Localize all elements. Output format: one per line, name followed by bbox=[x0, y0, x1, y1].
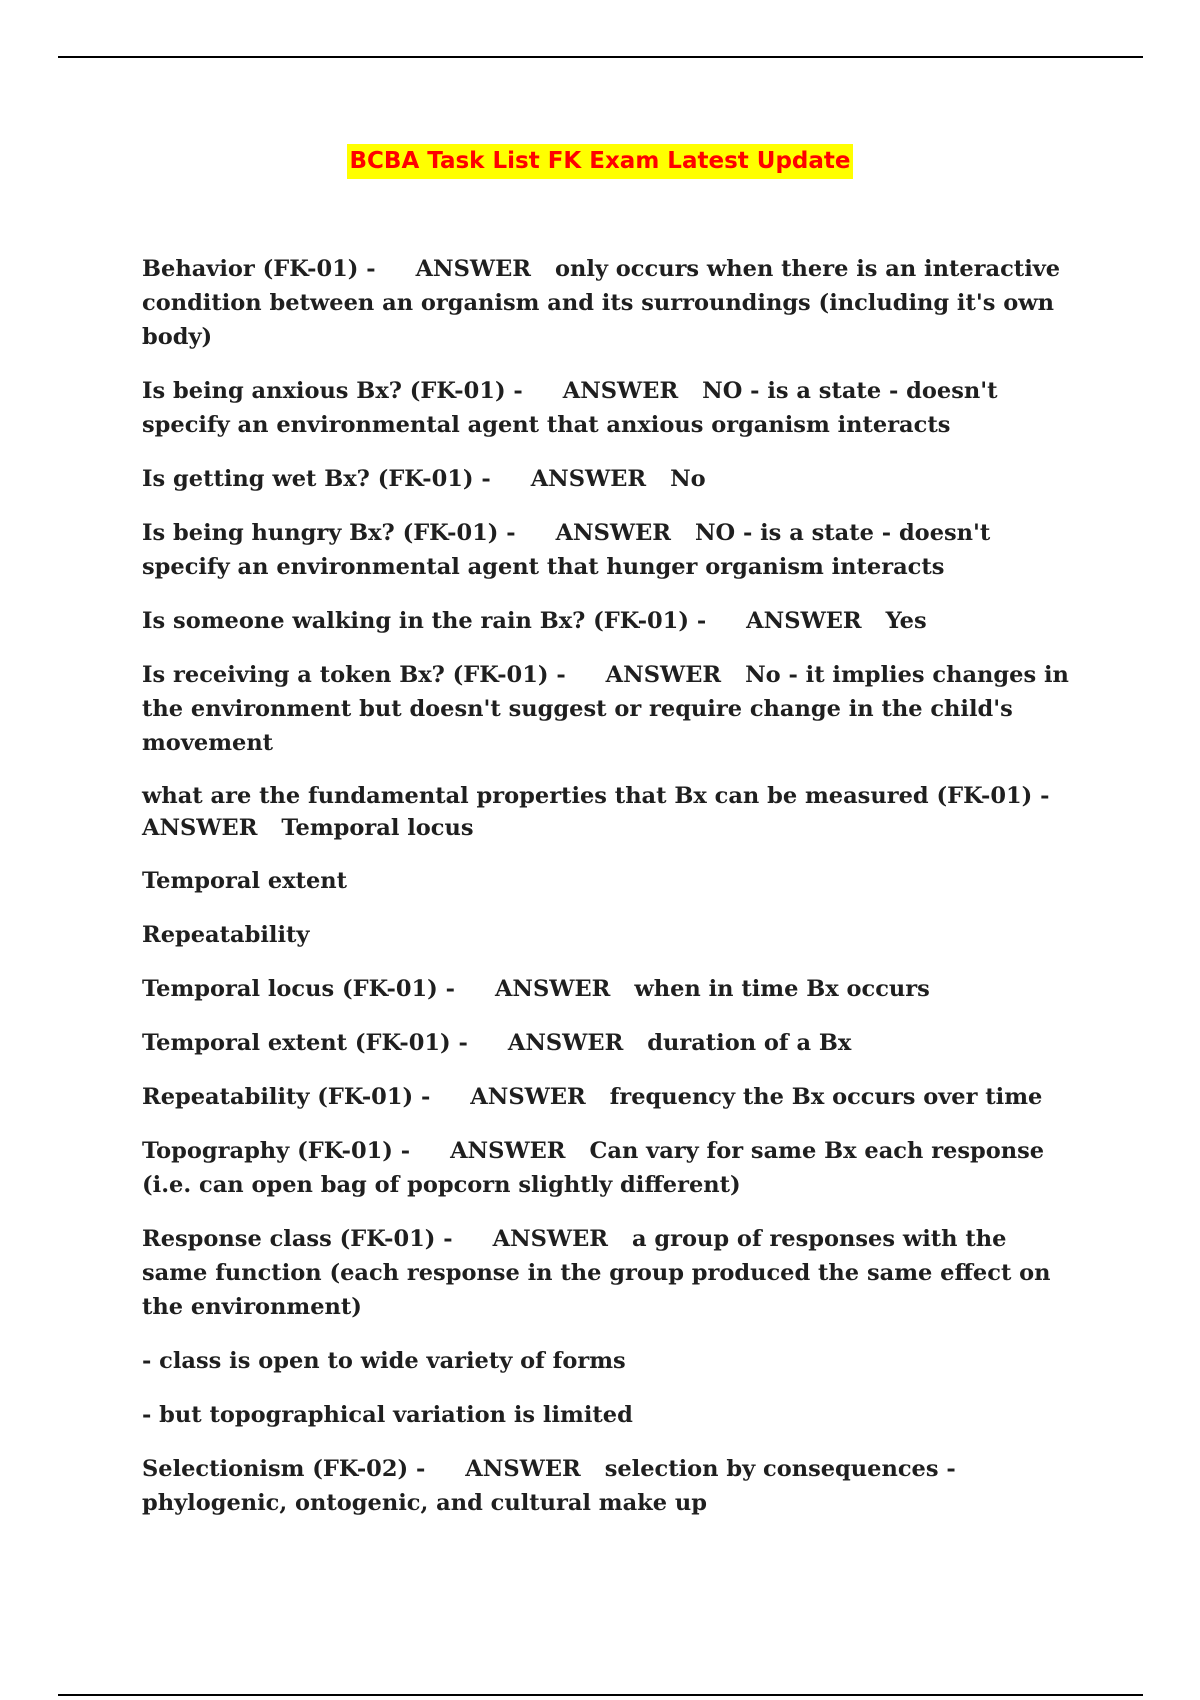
header-rule bbox=[58, 56, 1143, 58]
answer-label: ANSWER bbox=[492, 1226, 608, 1252]
qa-entry bbox=[142, 516, 1077, 584]
answer-label: ANSWER bbox=[142, 815, 258, 841]
answer-text: duration of a Bx bbox=[647, 1030, 852, 1056]
answer-label: ANSWER bbox=[507, 1030, 624, 1056]
question: Is getting wet Bx? (FK-01) - bbox=[142, 466, 491, 492]
qa-entry bbox=[142, 1026, 1077, 1060]
question: Temporal locus (FK-01) - bbox=[142, 976, 455, 1002]
question: Is someone walking in the rain Bx? (FK-01) - bbox=[142, 608, 707, 634]
question: Response class (FK-01) - bbox=[142, 1226, 453, 1252]
answer-text: when in time Bx occurs bbox=[634, 976, 930, 1002]
qa-entry bbox=[142, 780, 1077, 844]
qa-entry bbox=[142, 658, 1077, 760]
qa-entry bbox=[142, 374, 1077, 442]
document-title: BCBA Task List FK Exam Latest Update bbox=[347, 144, 854, 179]
answer-text: selection by consequences - phylogenic, ontogenic, and cultural make up bbox=[142, 1456, 956, 1516]
answer-label: ANSWER bbox=[530, 466, 647, 492]
question: Is being hungry Bx? (FK-01) - bbox=[142, 520, 516, 546]
question: what are the fundamental properties that Bx can be measured (FK-01) - bbox=[142, 783, 1050, 809]
text-line bbox=[142, 1398, 1077, 1432]
answer-label: ANSWER bbox=[555, 520, 671, 546]
qa-entry bbox=[142, 1134, 1077, 1202]
qa-entry bbox=[142, 1080, 1077, 1114]
answer-text: NO - is a state - doesn't specify an environmental agent that anxious organism interacts bbox=[142, 378, 998, 438]
answer-text: Temporal locus bbox=[281, 815, 474, 841]
line-text: Temporal extent bbox=[142, 868, 348, 894]
question: Selectionism (FK-02) - bbox=[142, 1456, 426, 1482]
question: Is receiving a token Bx? (FK-01) - bbox=[142, 662, 566, 688]
title-container bbox=[0, 144, 1200, 179]
answer-label: ANSWER bbox=[562, 378, 679, 404]
text-line bbox=[142, 1344, 1077, 1378]
answer-text: NO - is a state - doesn't specify an environmental agent that hunger organism interacts bbox=[142, 520, 991, 580]
qa-entry bbox=[142, 462, 1077, 496]
answer-text: a group of responses with the same function (each response in the group produced the same effect on the environment) bbox=[142, 1226, 1051, 1320]
answer-text: No bbox=[670, 466, 706, 492]
answer-text: Yes bbox=[885, 608, 927, 634]
qa-entry bbox=[142, 1222, 1077, 1324]
qa-entry bbox=[142, 604, 1077, 638]
line-text: - but topographical variation is limited bbox=[142, 1402, 633, 1428]
question: Temporal extent (FK-01) - bbox=[142, 1030, 468, 1056]
line-text: - class is open to wide variety of forms bbox=[142, 1348, 626, 1374]
answer-text: only occurs when there is an interactive condition between an organism and its surroundings (including it's own body) bbox=[142, 256, 1061, 350]
question: Topography (FK-01) - bbox=[142, 1138, 411, 1164]
question: Behavior (FK-01) - bbox=[142, 256, 376, 282]
qa-list bbox=[142, 252, 1077, 1540]
text-line bbox=[142, 864, 1077, 898]
question: Repeatability (FK-01) - bbox=[142, 1084, 431, 1110]
qa-entry bbox=[142, 1452, 1077, 1520]
qa-entry bbox=[142, 252, 1077, 354]
answer-label: ANSWER bbox=[494, 976, 611, 1002]
answer-label: ANSWER bbox=[605, 662, 722, 688]
footer-rule bbox=[58, 1694, 1143, 1696]
text-line bbox=[142, 918, 1077, 952]
qa-entry bbox=[142, 972, 1077, 1006]
answer-text: frequency the Bx occurs over time bbox=[609, 1084, 1043, 1110]
answer-label: ANSWER bbox=[465, 1456, 581, 1482]
answer-text: No - it implies changes in the environment but doesn't suggest or require change in the child's movement bbox=[142, 662, 1069, 756]
answer-label: ANSWER bbox=[746, 608, 862, 634]
answer-text: Can vary for same Bx each response (i.e. can open bag of popcorn slightly different) bbox=[142, 1138, 1045, 1198]
answer-label: ANSWER bbox=[450, 1138, 566, 1164]
line-text: Repeatability bbox=[142, 922, 310, 948]
question: Is being anxious Bx? (FK-01) - bbox=[142, 378, 523, 404]
answer-label: ANSWER bbox=[470, 1084, 586, 1110]
answer-label: ANSWER bbox=[415, 256, 531, 282]
